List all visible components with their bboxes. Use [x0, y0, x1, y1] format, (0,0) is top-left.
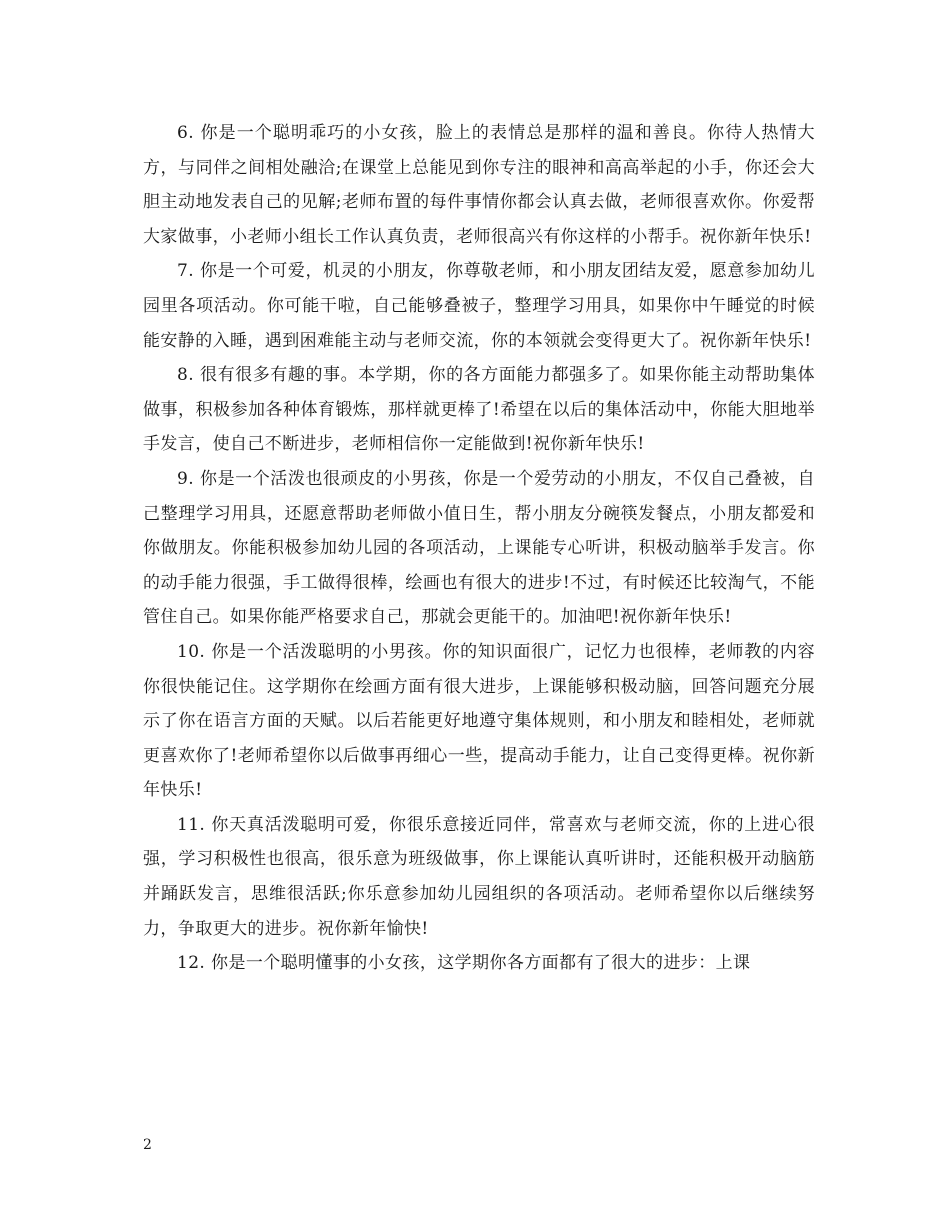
paragraph-item-6: 6. 你是一个聪明乖巧的小女孩，脸上的表情总是那样的温和善良。你待人热情大方，与同伴之间相处融洽;在课堂上总能见到你专注的眼神和高高举起的小手，你还会大胆主动地发表自己的见解;老师布置的每件事情你都会认真去做，老师很喜欢你。你爱帮大家做事，小老师小组长工作认真负责，老师很高兴有你这样的小帮手。祝你新年快乐! — [143, 123, 815, 247]
paragraph-item-8: 8. 很有很多有趣的事。本学期，你的各方面能力都强多了。如果你能主动帮助集体做事，积极参加各种体育锻炼，那样就更棒了!希望在以后的集体活动中，你能大胆地举手发言，使自己不断进步，老师相信你一定能做到!祝你新年快乐! — [143, 365, 815, 455]
paragraph-item-10: 10. 你是一个活泼聪明的小男孩。你的知识面很广，记忆力也很棒，老师教的内容你很快能记住。这学期你在绘画方面有很大进步，上课能够积极动脑，回答问题充分展示了你在语言方面的天赋。以后若能更好地遵守集体规则，和小朋友和睦相处，老师就更喜欢你了!老师希望你以后做事再细心一些，提高动手能力，让自己变得更棒。祝你新年快乐! — [143, 641, 815, 801]
paragraph-item-11: 11. 你天真活泼聪明可爱，你很乐意接近同伴，常喜欢与老师交流，你的上进心很强，学习积极性也很高，很乐意为班级做事，你上课能认真听讲时，还能积极开动脑筋并踊跃发言，思维很活跃;你乐意参加幼儿园组织的各项活动。老师希望你以后继续努力，争取更大的进步。祝你新年愉快! — [143, 814, 815, 939]
page-number: 2 — [143, 1137, 152, 1153]
paragraph-item-9: 9. 你是一个活泼也很顽皮的小男孩，你是一个爱劳动的小朋友，不仅自己叠被，自己整理学习用具，还愿意帮助老师做小值日生，帮小朋友分碗筷发餐点，小朋友都爱和你做朋友。你能积极参加幼儿园的各项活动，上课能专心听讲，积极动脑举手发言。你的动手能力很强，手工做得很棒，绘画也有很大的进步!不过，有时候还比较淘气，不能管住自己。如果你能严格要求自己，那就会更能干的。加油吧!祝你新年快乐! — [143, 468, 815, 628]
paragraph-item-12: 12. 你是一个聪明懂事的小女孩，这学期你各方面都有了很大的进步：上课 — [177, 953, 751, 974]
paragraph-item-7: 7. 你是一个可爱，机灵的小朋友，你尊敬老师，和小朋友团结友爱，愿意参加幼儿园里各项活动。你可能干啦，自己能够叠被子，整理学习用具，如果你中午睡觉的时候能安静的入睡，遇到困难能主动与老师交流，你的本领就会变得更大了。祝你新年快乐! — [143, 261, 815, 351]
document-body — [143, 116, 815, 981]
